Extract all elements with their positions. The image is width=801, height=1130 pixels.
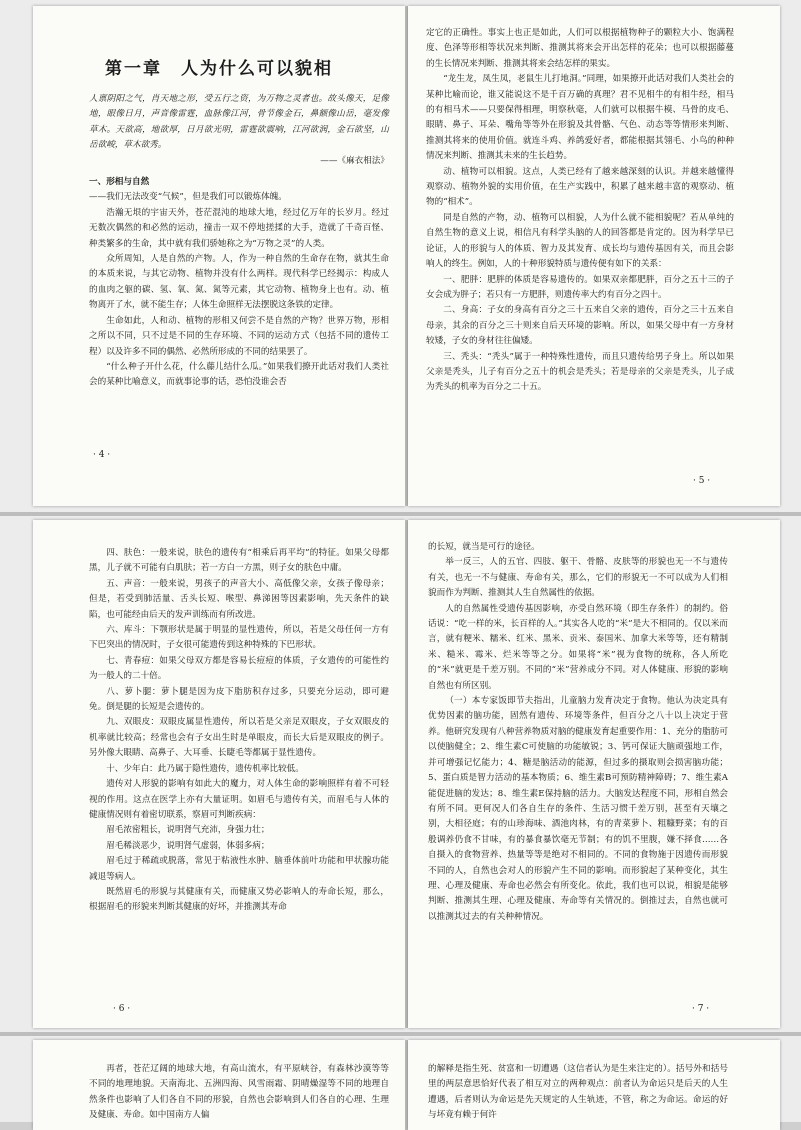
page-8-body bbox=[89, 1062, 389, 1124]
paragraph: 浩瀚无垠的宇宙天外，苍茫混沌的地球大地，经过亿万年的长岁月。经过无数次偶然的和必然的运动，撞击一双不停地搓揉的大手，造就了千奇百怪、种类繁多的生命，其中就有我们骄她称之为“万物之灵”的人类。 bbox=[89, 207, 389, 249]
page-6 bbox=[33, 520, 405, 1028]
paragraph: 眉毛稀淡恶少，说明肾气虚弱，体弱多病； bbox=[106, 840, 270, 851]
paragraph: 眉毛浓密粗长，说明肾气充沛，身强力壮； bbox=[106, 825, 270, 836]
paragraph: 既然眉毛的形貌与其健康有关，而健康又势必影响人的寿命长短，那么，根据眉毛的形貌来判断其健康的好坏，并推测其寿命 bbox=[89, 886, 389, 913]
page-number: · 6 · bbox=[113, 1004, 131, 1014]
epigraph: 人禀阴阳之气，肖天地之形，受五行之资，为万物之灵者也。故头像天，足像地，眼像日月，声音像雷霆，血脉像江河，骨节像金石，鼻额像山岳，毫发像草木。天欲高，地欲厚，日月欲光明，雷霆欲震响，江河欲润，金石欲坚，山岳欲峻，草木欲秀。 bbox=[89, 94, 389, 151]
page-number: · 5 · bbox=[693, 476, 711, 486]
page-4-body bbox=[89, 92, 389, 391]
page-5 bbox=[408, 6, 780, 506]
paragraph: 四、肤色：一般来说，肤色的遗传有“相乘后再平均”的特征。如果父母都黑，儿子就不可能有白肌肤；若一方白一方黑，则子女的肤色中庸。 bbox=[89, 548, 389, 574]
paragraph: 二、身高：子女的身高有百分之三十五来自父亲的遗传，百分之三十五来自母亲，其余的百分之三十则来自后天环境的影响。所以，如果父母中有一方身材较矮，子女的身材往往偏矮。 bbox=[426, 305, 734, 347]
paragraph: 举一反三，人的五官、四肢、躯干、骨骼、皮肤等的形貌也无一不与遗传有关，也无一不与健康、寿命有关，那么，它们的形貌无一不可以成为人们相貌而作为判断、推测其人生自然属性的依据。 bbox=[428, 557, 728, 599]
paragraph: 九、双眼皮：双眼皮属显性遗传，所以若是父亲足双眼皮，子女双眼皮的机率就比较高；经常也会有子女出生时是单眼皮，而长大后是双眼皮的例子。另外像大眼睛、高鼻子、大耳垂、长睫毛等都属于显性遗传。 bbox=[89, 717, 389, 759]
paragraph: “龙生龙，凤生凤，老鼠生儿打地洞。”同理，如果撩开此话对我们人类社会的某种比喻而论，谁又能说这不是千百万确的真理？君不见相牛的有相牛经，相马的有相马术——只要保得相理，明察秋毫，人们就可以根据牛模、马骨的皮毛、眼睛、鼻子、耳朵、嘴角等等外在形貌及其骨骼、气色、动态等等情形来判断、推测其将来的使用价值。就连斗鸡、养鸽爱好者，都能根据其翎毛、小鸟的种种情况来判断、推测其未来的生长趋势。 bbox=[426, 74, 734, 162]
paragraph: 的解释是指生死、贫富和一切遭遇（这信者认为是生来注定的）。括号外和括号里的两层意思恰好代表了相互对立的两种观点：前者认为命运只是后天的人生遭遇，后者则认为命运是先天规定的人生轨迹，不管，称之为命运。命运的好与坏竟有赖于何许 bbox=[428, 1064, 728, 1121]
paragraph: 五、声音：一般来说，男孩子的声音大小、高低像父亲，女孩子像母亲；但是，若受到肺活量、舌头长短、喉型、鼻涕困等因素影响，先天条件的缺陷，也可能经由后天的发声训练而有所改进。 bbox=[89, 578, 389, 620]
page-number: · 4 · bbox=[93, 450, 111, 460]
paragraph: 同是自然的产物，动、植物可以相貌，人为什么就不能相貌呢？若从单纯的自然生物的意义上说，相信凡有科学头脑的人的回答都是肯定的。因为科学早已论证，人的形貌与人的体质、智力及其发育、成长均与遗传基因有关，而且会影响人的终生。例如，人的十种形貌特质与遗传便有如下的关系： bbox=[426, 212, 734, 270]
paragraph: 三、秃头：“秃头”属于一种特殊性遗传，而且只遗传给男子身上。所以如果父亲是秃头，儿子有百分之五十的机会是秃头；若是母亲的父亲是秃头，儿子成为秃头的机率为百分之二十五。 bbox=[426, 351, 734, 393]
paragraph: 八、萝卜腿：萝卜腿是因为皮下脂肪积存过多，只要充分运动，即可避免。倒是腿的长短是会遗传的。 bbox=[89, 686, 389, 713]
paragraph: 定它的正确性。事实上也正是如此，人们可以根据植物种子的颗粒大小、饱满程度、色泽等形相等状况来判断、推测其将来会开出怎样的花朵；也可以根据藤蔓的生长情况来判断、推测其将来会结怎样的果实。 bbox=[426, 28, 734, 69]
paragraph: 的长短，就当是可行的途径。 bbox=[428, 542, 540, 552]
page-4 bbox=[33, 6, 405, 506]
section-subtitle: ——我们无法改变“气候”，但是我们可以锻炼体魄。 bbox=[89, 192, 287, 203]
epigraph-attribution: ——《麻衣相法》 bbox=[320, 155, 389, 166]
page-7 bbox=[408, 520, 780, 1028]
paragraph: 动、植物可以相貌。这点，人类已经有了越来越深刻的认识。并越来越懂得观察动、植物外貌的实用价值，在生产实践中，积累了越来越丰富的观察动、植物的“相术”。 bbox=[426, 166, 734, 208]
paragraph: “什么种子开什么花，什么藤儿结什么瓜。”如果我们撩开此话对我们人类社会的某种比喻意义，而就事论事的话，恐怕没谁会否 bbox=[89, 361, 389, 388]
paragraph: 眉毛过于稀疏或脱落，常见于粘液性水肿、脑垂体前叶功能和甲状腺功能减退等病人。 bbox=[89, 856, 389, 882]
paragraph: 人的自然属性受遗传基因影响，亦受自然环境（即生存条件）的制约。俗话说：“吃一样的米，长百样的人。”其实各人吃的“米”是大不相同的。仅以米而言，就有粳米、糯米、红米、黑米、贡米、泰国米、加拿大米等等，还有精制米、糙米、霉米、烂米等等之分。如果将“米”视为食物的统称，各人所吃的“米”就更是千差万别。不同的“米”营养成分不同。对人体健康、形貌的影响自然也有所区别。 bbox=[428, 603, 728, 691]
page-6-body bbox=[89, 546, 389, 916]
page-number: · 7 · bbox=[692, 1004, 710, 1014]
page-9 bbox=[408, 1040, 780, 1130]
page-7-body bbox=[428, 540, 728, 925]
paragraph: 众所周知，人是自然的产物。人，作为一种自然的生命存在物，就其生命的本质来说，与其它动物、植物并没有什么两样。现代科学已经揭示：构成人的血肉之躯的碳、氢、氧、氮、氮等元素，其它动物、植物身上也有。动、植物离开了水，就不能生存；人体生命照样无法摆脱这条铁的定律。 bbox=[89, 254, 389, 311]
paragraph: 十、少年白：此乃属于隐性遗传，遗传机率比较低。 bbox=[106, 763, 304, 774]
paragraph: 遗传对人形貌的影响有如此大的魔力，对人体生命的影响照样有着不可轻视的作用。这点在医学上亦有大量证明。如眉毛与遗传有关，而眉毛与人体的健康情况则有着密切联系，察眉可判断疾病： bbox=[89, 779, 389, 820]
page-5-body bbox=[426, 26, 734, 396]
paragraph: 六、库斗：下颚形状是属于明显的显性遗传，所以，若是父母任何一方有下巴突出的情况时，子女很可能遗传到这种特殊的下巴形状。 bbox=[89, 625, 389, 651]
paragraph: （一）本专家饭即节夫指出，儿童脑力发育决定于食物。他认为决定具有优势因素的脑功能，固然有遗传、环境等条件，但百分之八十以上决定于营养。他研究发现有八种营养物质对脑的健康发育起重要作用：1、充分的脂肪可以使脑健全；2、维生素C可使脑的功能敏锐；3、钙可保证大脑顽强地工作，并可增强记忆能力；4、糖是脑活动的能源，但过多的摄取则会损害脑功能；5、蛋白质是智力活动的基本物质；6、维生素B可预防精神障碍；7、维生素A能促进脑的发达；8、维生素E保持脑的活力。大脑发达程度不同，形相自然会有所不同。更何况人们各自生存的条件、生活习惯千差万别，甚至有天壤之别，大相径庭；有的山珍海味、酒池肉林，有的青菜萝卜、粗糠野菜；有的百般调养仍食不甘味，有的暴食暴饮毫无节制；有的饥不里腹，嫌不择食……各自摄入的食物营养、热量等等是绝对不相同的。不同的食物施于因遗传而形貌不同的人，自然也会对人的形貌产生不同的影响。而形貌起了某种变化，其生理、心理及健康、寿命也必然会有所变化。依此，我们也可以说，相貌是能够判断、推测其生理、心理及健康、寿命等有关情况的。倒推过去，自然也就可以推测其过去的有关种种情况。 bbox=[428, 696, 728, 922]
section-heading: 一、形相与自然 bbox=[89, 177, 150, 188]
paragraph: 生命如此，人和动、植物的形相又何尝不是自然的产物？世界万物，形相之所以不同，只不过是不同的生存环境、不同的运动方式（包括不同的遗传工程）以及许多不同的偶然、必然所形成的不同的结果罢了。 bbox=[89, 315, 389, 357]
paragraph: 一、肥胖：肥胖的体质是容易遗传的。如果双亲都肥胖，百分之五十三的子女会成为胖子；若只有一方肥胖，则遗传率大约有百分之四十。 bbox=[426, 274, 734, 300]
page-8 bbox=[33, 1040, 405, 1130]
chapter-title: 第一章 人为什么可以貌相 bbox=[105, 59, 333, 79]
page-9-body bbox=[428, 1062, 728, 1124]
paragraph: 再者，苍茫辽阔的地球大地，有高山流水，有平原峡谷，有森林沙漠等等不同的地理地貌。天南海北、五洲四海、风雪雨霜、阴晴燥湿等不同的地理自然条件也影响了人们各自不同的形貌，自然也会影响到人们各自的心理、生理及健康、寿命。如中国南方人偏 bbox=[89, 1064, 389, 1121]
paragraph: 七、青春痘：如果父母双方都是容易长痘痘的体质，子女遗传的可能性约为一般人的二十倍。 bbox=[89, 655, 389, 682]
